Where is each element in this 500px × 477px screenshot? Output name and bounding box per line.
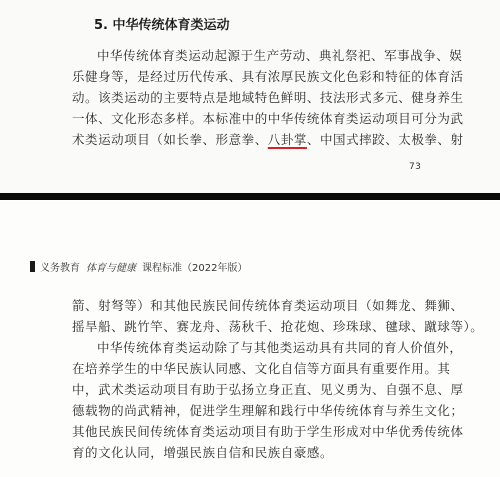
top-paragraph <box>72 45 464 150</box>
running-header <box>40 259 247 274</box>
text-line: 育的文化认同，增强民族自信和民族自豪感。 <box>72 445 334 460</box>
underlined-term: 八卦掌 <box>267 132 307 147</box>
text-line: 摇旱船、跳竹竿、赛龙舟、荡秋千、抢花炮、珍珠球、毽球、蹴球等）。 <box>72 319 484 334</box>
text-line: 中华传统体育类运动除了与其他类运动具有共同的育人价值外， <box>97 340 463 355</box>
section-title: 5. 中华传统体育类运动 <box>94 18 230 33</box>
bottom-paragraphs <box>72 295 484 463</box>
text-line <box>72 129 464 150</box>
top-page <box>0 0 500 196</box>
text-line: 一体、文化形态多样。本标准中的中华传统体育类运动项目可分为武 <box>72 111 464 126</box>
header-series: 义务教育 <box>40 263 80 274</box>
line-text-after: 、中国式摔跤、太极拳、射 <box>306 132 464 147</box>
page-divider <box>0 193 500 200</box>
text-line: 乐健身等，是经过历代传承、具有浓厚民族文化色彩和特征的体育活 <box>72 69 464 84</box>
text-line: 其他民族民间传统体育类运动项目有助于学生形成对中华优秀传统体 <box>72 424 464 439</box>
header-subject: 体育与健康 <box>86 263 136 274</box>
header-edition: （2022年版） <box>182 263 248 274</box>
header-marker <box>30 261 35 272</box>
text-line: 在培养学生的中华民族认同感、文化自信等方面具有重要作用。其 <box>72 361 451 376</box>
text-line: 动。该类运动的主要特点是地域特色鲜明、技法形式多元、健身养生 <box>72 90 464 105</box>
header-doc: 课程标准 <box>142 263 182 274</box>
text-line: 德载物的尚武精神，促进学生理解和践行中华传统体育与养生文化； <box>72 403 464 418</box>
page-number: 73 <box>409 162 422 172</box>
text-line: 中华传统体育类运动起源于生产劳动、典礼祭祀、军事战争、娱 <box>97 48 463 63</box>
text-line: 箭、射弩等）和其他民族民间传统体育类运动项目（如舞龙、舞狮、 <box>72 298 464 313</box>
text-line: 中，武术类运动项目有助于弘扬立身正直、见义勇为、自强不息、厚 <box>72 382 464 397</box>
line-text-before: 术类运动项目（如长拳、形意拳、 <box>72 132 268 147</box>
